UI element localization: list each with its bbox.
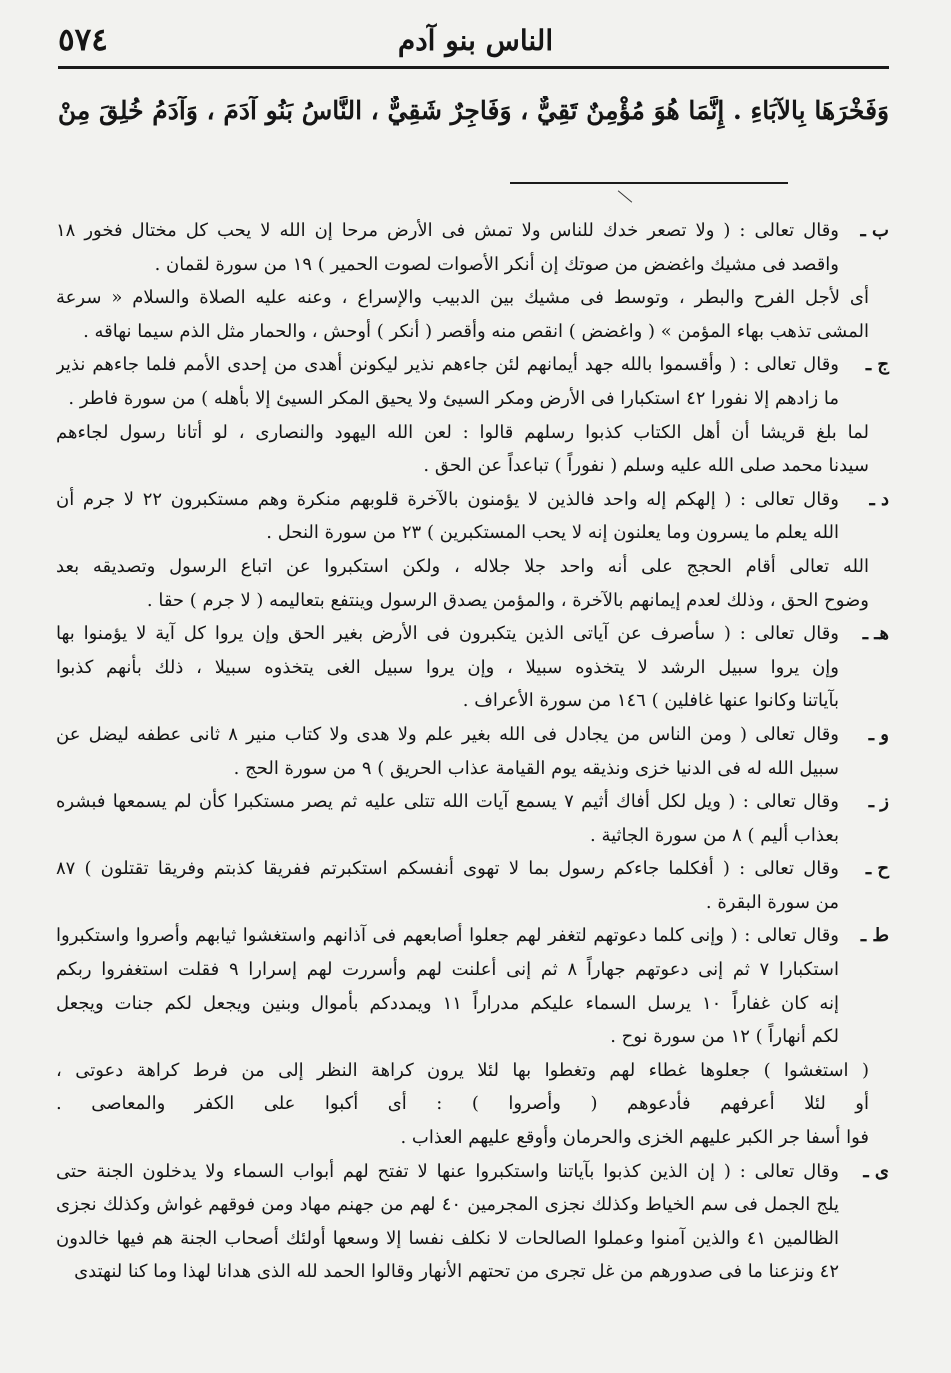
verse-entry [56, 718, 889, 785]
commentary-line: أو لئلا أعرفهم فأدعوهم ( وأصروا ) : أى أكبوا على الكفر والمعاصى . [56, 1093, 869, 1115]
verse-entry [56, 617, 889, 718]
commentary-note [56, 550, 889, 617]
commentary-line: لما بلغ قريشا أن أهل الكتاب كذبوا رسلهم قالوا : لعن الله اليهود والنصارى ، لو أتانا رسول لجاءهم [56, 421, 869, 443]
entry-letter: ى ـ [863, 1160, 889, 1182]
verse-line: سبيل الله له فى الدنيا خزى ونذيقه يوم القيامة عذاب الحريق ) ٩ من سورة الحج . [233, 757, 839, 779]
commentary-line: الله تعالى أقام الحجج على أنه واحد جلا جلاله ، ولكن استكبروا عن اتباع الرسول وتصديقه بعد [56, 555, 869, 577]
verse-line: بعذاب أليم ) ٨ من سورة الجاثية . [590, 824, 839, 846]
entry-letter: ط ـ [860, 925, 889, 947]
verse-line: ما زادهم إلا نفورا ٤٢ استكبارا فى الأرض ومكر السيئ ولا يحيق المكر السيئ إلا بأهله ) من سورة فاطر . [68, 387, 839, 409]
verse-line: وقال تعالى : ( ويل لكل أفاك أثيم ٧ يسمع آيات الله تتلى عليه ثم يصر مستكبرا كأن لم يسمعها فبشره [56, 791, 839, 813]
verse-line: وقال تعالى : ( أفكلما جاءكم رسول بما لا تهوى أنفسكم استكبرتم ففريقا كذبتم وفريقا تقتلون ) ٨٧ [56, 858, 839, 880]
verse-line: وقال تعالى : ( سأصرف عن آياتى الذين يتكبرون فى الأرض بغير الحق وإن يروا كل آية لا يؤمنوا بها [56, 623, 839, 645]
commentary-line: ( استغشوا ) جعلوها غطاء لهم وتغطوا بها لئلا يرون كراهة النظر إلى من فرط كراهة دعوتى ، [56, 1059, 869, 1081]
verse-line: يلج الجمل فى سم الخياط وكذلك نجزى المجرمين ٤٠ لهم من جهنم مهاد ومن فوقهم غواش وكذلك نجزى [56, 1194, 839, 1216]
verse-line: من سورة البقرة . [705, 891, 839, 913]
hadith-quote: وَفَخْرَهَا بِالآبَاءِ . إِنَّمَا هُوَ مُؤْمِنٌ تَقِيٌّ ، وَفَاجِرٌ شَقِيٌّ ، النَّاسُ بَنُو آدَمَ ، وَآدَمُ خُلِقَ مِنْ [57, 96, 890, 125]
verse-line: بآياتنا وكانوا عنها غافلين ) ١٤٦ من سورة الأعراف . [462, 690, 839, 712]
commentary-line: وضوح الحق ، وذلك لعدم إيمانهم بالآخرة ، والمؤمن يصدق الرسول وينتفع بتعاليمه ( لا جرم ) حقا . [146, 589, 869, 611]
entry-letter: د ـ [869, 488, 889, 510]
verse-entry [56, 348, 889, 415]
verse-line: وقال تعالى : ( وإنى كلما دعوتهم لتغفر لهم جعلوا أصابعهم فى آذانهم واستغشوا ثيابهم وأصروا واستكبروا [56, 925, 839, 947]
stray-mark [618, 190, 632, 202]
commentary-note [56, 416, 889, 483]
verse-line: ٤٢ ونزعنا ما فى صدورهم من غل تجرى من تحتهم الأنهار وقالوا الحمد لله الذى هدانا لهذا وما كنا لنهتدى [74, 1261, 839, 1283]
verse-line: الله يعلم ما يسرون وما يعلنون إنه لا يحب المستكبرين ) ٢٣ من سورة النحل . [266, 522, 839, 544]
entry-letter: هـ ـ [862, 623, 889, 645]
commentary-line: أى لأجل الفرح والبطر ، وتوسط فى مشيك بين الدبيب والإسراع ، وعنه عليه الصلاة والسلام « سرعة [56, 287, 869, 309]
verse-entry [56, 785, 889, 852]
verse-line: الظالمين ٤١ والذين آمنوا وعملوا الصالحات لا نكلف نفسا إلا وسعها أولئك أصحاب الجنة هم فيها خالدون [56, 1227, 839, 1249]
verse-entry [56, 483, 889, 550]
commentary-note [56, 281, 889, 348]
entry-letter: ج ـ [865, 354, 889, 376]
verse-line: وقال تعالى ( ومن الناس من يجادل فى الله بغير علم ولا هدى ولا كتاب منير ٨ ثانى عطفه ليضل عن [56, 723, 839, 745]
entries-list [56, 214, 889, 1353]
verse-entry [56, 919, 889, 1053]
verse-entry [56, 1155, 889, 1289]
verse-line: واقصد فى مشيك واغضض من صوتك إن أنكر الأصوات لصوت الحمير ) ١٩ من سورة لقمان . [154, 253, 839, 275]
verse-entry [56, 214, 889, 281]
verse-entry [56, 852, 889, 919]
page-number: ٥٧٤ [58, 22, 108, 58]
verse-line: وإن يروا سبيل الرشد لا يتخذوه سبيلا ، وإن يروا سبيل الغى يتخذوه سبيلا ، ذلك بأنهم كذبوا [56, 656, 839, 678]
commentary-note [56, 1054, 889, 1155]
page-header [58, 18, 893, 62]
entry-letter: ب ـ [860, 220, 889, 241]
verse-line: لكم أنهاراً ) ١٢ من سورة نوح . [610, 1026, 839, 1048]
entry-letter: و ـ [868, 723, 889, 745]
verse-line: استكبارا ٧ ثم إنى دعوتهم جهاراً ٨ ثم إنى أعلنت لهم وأسررت لهم إسرارا ٩ فقلت استغفروا ربكم [56, 959, 839, 981]
verse-line: وقال تعالى : ( إن الذين كذبوا بآياتنا واستكبروا عنها لا تفتح لهم أبواب السماء ولا يدخلون الجنة حتى [56, 1160, 839, 1182]
verse-line: وقال تعالى : ( إلهكم إله واحد فالذين لا يؤمنون بالآخرة قلوبهم منكرة وهم مستكبرون ٢٢ لا جرم أن [56, 488, 839, 510]
entry-letter: ح ـ [865, 858, 889, 880]
entry-letter: ز ـ [868, 791, 889, 813]
verse-line: وقال تعالى : ( ولا تصعر خدك للناس ولا تمش فى الأرض مرحا إن الله لا يحب كل مختال فخور ١٨ [56, 220, 839, 241]
header-rule [58, 66, 889, 69]
section-divider [510, 182, 788, 184]
verse-line: إنه كان غفاراً ١٠ يرسل السماء عليكم مدراراً ١١ ويمددكم بأموال وبنين ويجعل لكم جنات ويجعل [56, 992, 839, 1014]
commentary-line: المشى تذهب بهاء المؤمن » ( واغضض ) انقص منه وأقصر ( أنكر ) أوحش ، والحمار مثل الذم سيما نهاقه . [83, 320, 869, 342]
verse-line: وقال تعالى : ( وأقسموا بالله جهد أيمانهم لئن جاءهم نذير ليكونن أهدى من إحدى الأمم فلما جاءهم نذير [56, 354, 839, 376]
commentary-line: سيدنا محمد صلى الله عليه وسلم ( نفوراً ) تباعداً عن الحق . [423, 455, 869, 477]
commentary-line: فوا أسفا جر الكبر عليهم الخزى والحرمان وأوقع عليهم العذاب . [400, 1127, 869, 1149]
running-title: الناس بنو آدم [397, 24, 554, 57]
